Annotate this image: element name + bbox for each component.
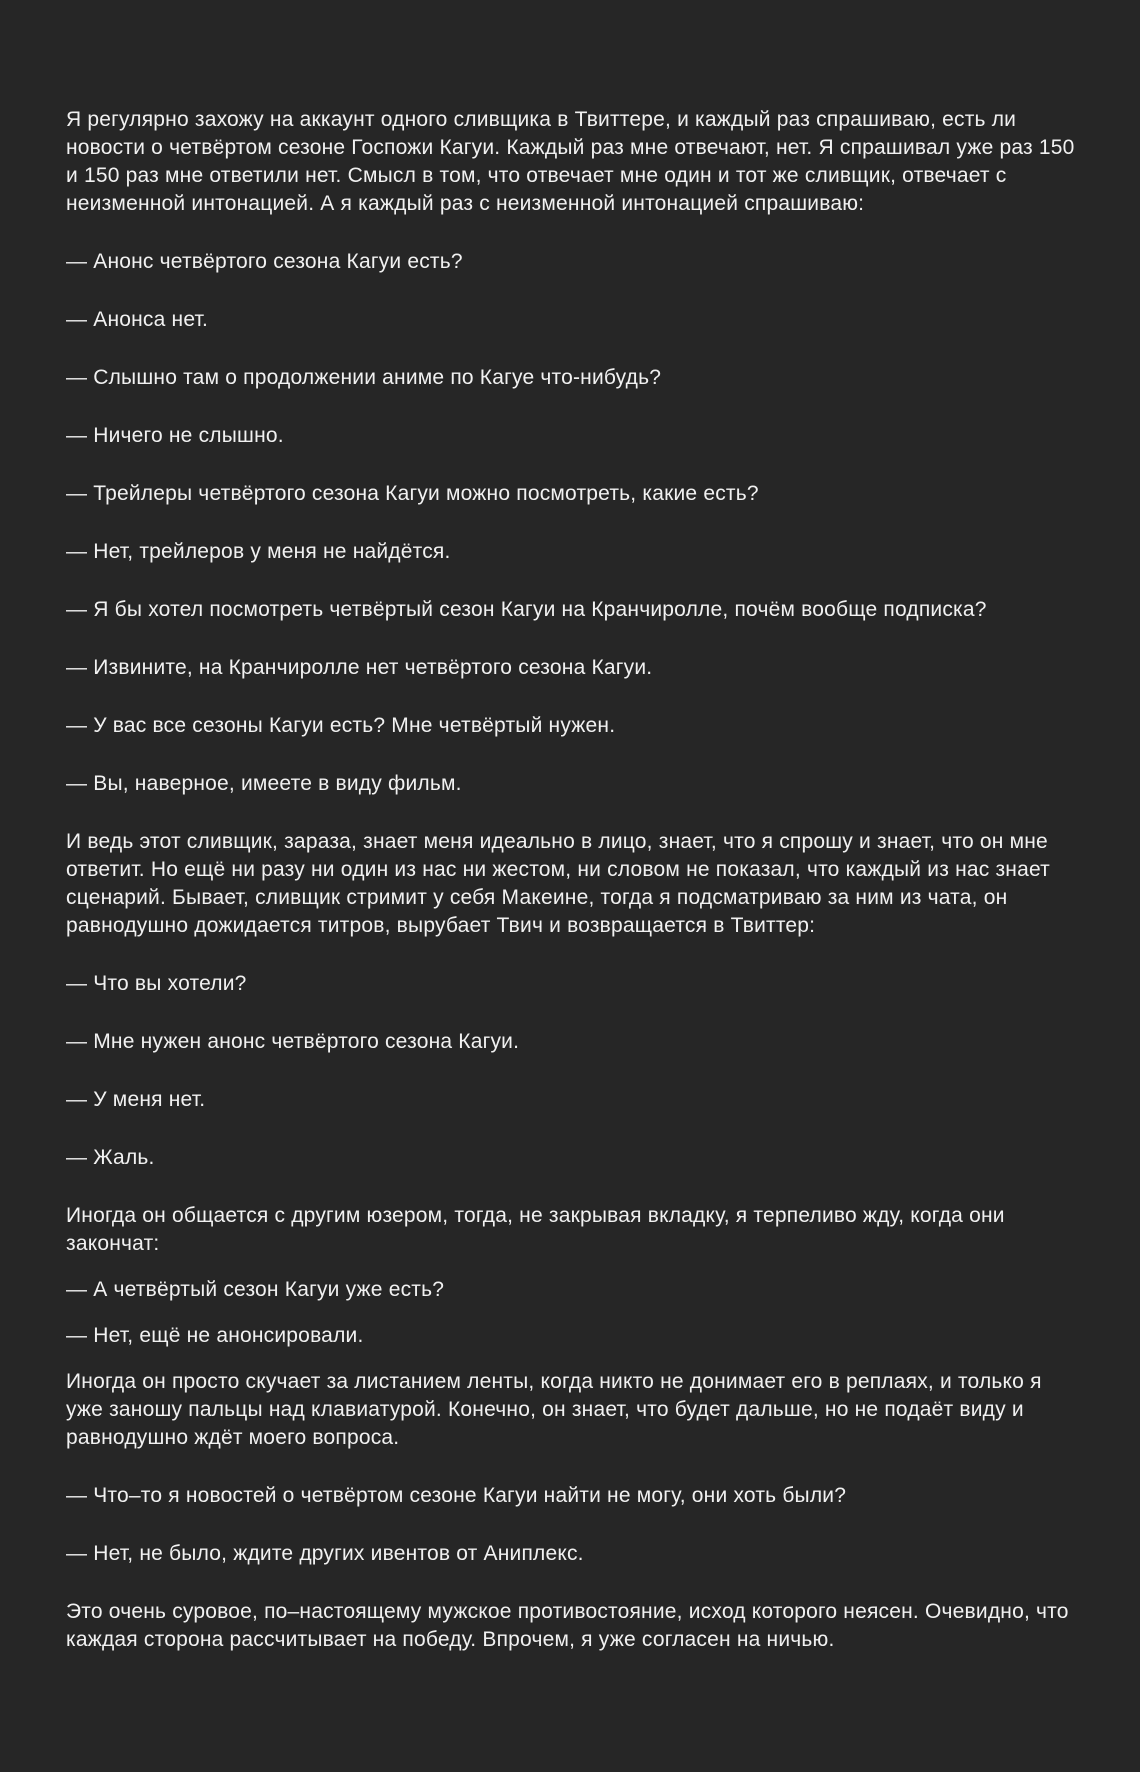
dialogue-line: — Анонса нет. xyxy=(66,308,209,331)
dialogue-line: — Трейлеры четвёртого сезона Кагуи можно посмотреть, какие есть? xyxy=(66,482,759,505)
dialogue-line: — Я бы хотел посмотреть четвёртый сезон Кагуи на Кранчиролле, почём вообще подписка? xyxy=(66,598,987,621)
dialogue-line: — Слышно там о продолжении аниме по Кагуе что-нибудь? xyxy=(66,366,662,389)
dialogue-line: — Вы, наверное, имеете в виду фильм. xyxy=(66,772,462,795)
dialogue-line: — Жаль. xyxy=(66,1146,155,1169)
dialogue-line: — Нет, ещё не анонсировали. xyxy=(66,1324,364,1347)
dialogue-line: — А четвёртый сезон Кагуи уже есть? xyxy=(66,1278,445,1301)
paragraph: Я регулярно захожу на аккаунт одного сливщика в Твиттере, и каждый раз спрашиваю, есть ли новости о четвёртом сезоне Госпожи Кагуи. Каждый раз мне отвечают, нет. Я спрашивал уже раз 150 и 150 раз мне ответили нет. Смысл в том, что отвечает мне один и тот же сливщик, отвечает с неизменной интонацией. А я каждый раз с неизменной интонацией спрашиваю: xyxy=(66,108,1075,215)
dialogue-line: — Извините, на Кранчиролле нет четвёртого сезона Кагуи. xyxy=(66,656,653,679)
dialogue-line: — У меня нет. xyxy=(66,1088,206,1111)
paragraph: Иногда он просто скучает за листанием ленты, когда никто не донимает его в реплаях, и только я уже заношу пальцы над клавиатурой. Конечно, он знает, что будет дальше, но не подаёт виду и равнодушно ждёт моего вопроса. xyxy=(66,1370,1042,1449)
dialogue-line: — Нет, трейлеров у меня не найдётся. xyxy=(66,540,451,563)
paragraph: И ведь этот сливщик, зараза, знает меня идеально в лицо, знает, что я спрошу и знает, что он мне ответит. Но ещё ни разу ни один из нас ни жестом, ни словом не показал, что каждый из нас знает сценарий. Бывает, сливщик стримит у себя Макеине, тогда я подсматриваю за ним из чата, он равнодушно дожидается титров, вырубает Твич и возвращается в Твиттер: xyxy=(66,830,1050,937)
dialogue-line: — Анонс четвёртого сезона Кагуи есть? xyxy=(66,250,463,273)
dialogue-line: — Ничего не слышно. xyxy=(66,424,284,447)
paragraph: Это очень суровое, по–настоящему мужское противостояние, исход которого неясен. Очевидно, что каждая сторона рассчитывает на победу. Впрочем, я уже согласен на ничью. xyxy=(66,1600,1069,1651)
article-body xyxy=(66,106,1082,1654)
dialogue-line: — У вас все сезоны Кагуи есть? Мне четвёртый нужен. xyxy=(66,714,616,737)
dialogue-line: — Нет, не было, ждите других ивентов от Аниплекс. xyxy=(66,1542,584,1565)
paragraph: Иногда он общается с другим юзером, тогда, не закрывая вкладку, я терпеливо жду, когда они закончат: xyxy=(66,1204,1005,1255)
dialogue-line: — Что вы хотели? xyxy=(66,972,247,995)
dialogue-line: — Что–то я новостей о четвёртом сезоне Кагуи найти не могу, они хоть были? xyxy=(66,1484,847,1507)
dialogue-line: — Мне нужен анонс четвёртого сезона Кагуи. xyxy=(66,1030,520,1053)
